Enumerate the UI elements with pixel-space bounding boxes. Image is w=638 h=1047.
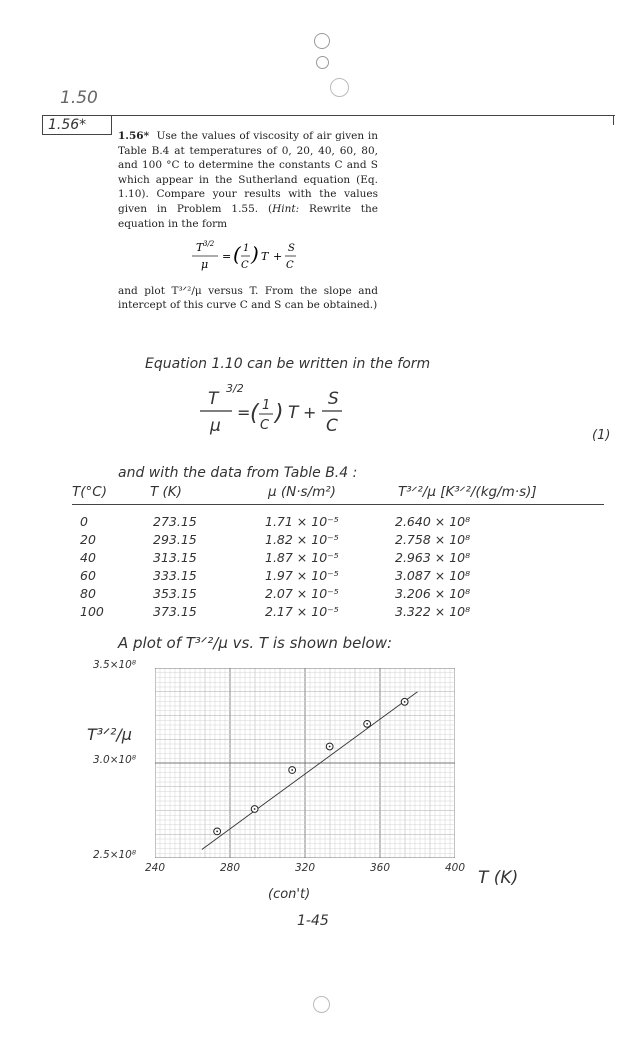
svg-text:(: (: [250, 401, 259, 426]
svg-text:=: =: [237, 403, 251, 422]
x-tick-label: 280: [220, 862, 241, 874]
continued-label: (con't): [268, 887, 311, 902]
table-cell: 353.15: [153, 586, 197, 601]
table-cell: 293.15: [153, 532, 197, 547]
table-header-ratio: T³ᐟ²/μ [K³ᐟ²/(kg/m·s)]: [398, 484, 537, 500]
page-number: 1-45: [297, 913, 329, 929]
plot-caption: A plot of T³ᐟ²/μ vs. T is shown below:: [118, 634, 393, 652]
binder-hole-2: [316, 56, 329, 69]
frame-right-edge: [613, 115, 614, 125]
table-cell: 1.82 × 10⁻⁵: [265, 532, 339, 547]
table-cell: 2.17 × 10⁻⁵: [265, 604, 339, 619]
table-cell: 1.71 × 10⁻⁵: [265, 514, 339, 529]
data-point-center: [216, 831, 218, 833]
y-tick-label: 2.5×10⁸: [93, 849, 137, 861]
binder-hole-4: [313, 996, 330, 1013]
svg-text:1: 1: [243, 243, 250, 255]
table-cell: 1.97 × 10⁻⁵: [265, 568, 339, 583]
svg-text:=: =: [222, 250, 232, 264]
table-cell: 3.206 × 10⁸: [395, 586, 471, 601]
table-cell: 2.758 × 10⁸: [395, 532, 471, 547]
table-header-tc: T(°C): [72, 484, 107, 500]
problem-statement: [118, 129, 378, 313]
svg-text:): ): [251, 242, 259, 267]
svg-text:1: 1: [262, 398, 271, 413]
svg-text:C: C: [286, 260, 294, 272]
problem-number: 1.56*: [118, 130, 150, 142]
svg-text:T: T: [196, 241, 204, 255]
table-cell: 273.15: [153, 514, 197, 529]
data-point-center: [291, 769, 293, 771]
table-cell: 1.87 × 10⁻⁵: [265, 550, 339, 565]
x-tick-label: 360: [370, 862, 391, 874]
data-point-center: [254, 808, 256, 810]
y-axis-label: T³ᐟ²/μ: [87, 725, 132, 744]
svg-text:3/2: 3/2: [226, 382, 244, 395]
x-tick-label: 320: [295, 862, 316, 874]
table-cell: 100: [80, 604, 104, 619]
problem-text-1: Use the values of viscosity of air given in Table B.4 at temperatures of 0, 20, 40, 60, 80, and 100 °C to determine the constants C and S which appear in the Sutherland equation (Eq. 1.10). Compare your results with the values given in Problem 1.55. (: [118, 130, 378, 215]
data-point-center: [329, 746, 331, 748]
table-cell: 3.322 × 10⁸: [395, 604, 471, 619]
frame-line: [42, 115, 615, 120]
table-cell: 60: [80, 568, 96, 583]
table-header-mu: μ (N·s/m²): [268, 484, 336, 500]
svg-text:T: T: [288, 403, 299, 423]
svg-text:S: S: [328, 389, 339, 409]
svg-text:T: T: [208, 389, 219, 409]
table-rule: [72, 504, 604, 505]
y-tick-label: 3.5×10⁸: [93, 659, 137, 671]
svg-text:S: S: [288, 243, 295, 255]
table-cell: 20: [80, 532, 96, 547]
data-points: [214, 698, 408, 834]
problem-text-3: and plot T³ᐟ²/μ versus T. From the slope and intercept of this curve C and S can be obtained.): [118, 284, 378, 312]
table-cell: 373.15: [153, 604, 197, 619]
y-tick-label: 3.0×10⁸: [93, 754, 137, 766]
svg-text:C: C: [326, 416, 338, 436]
data-point-center: [366, 723, 368, 725]
svg-text:+: +: [303, 403, 317, 422]
binder-hole-3: [330, 78, 349, 97]
top-problem-number: 1.50: [60, 88, 98, 108]
svg-text:+: +: [273, 250, 283, 264]
table-header-tk: T (K): [150, 484, 182, 500]
table-cell: 2.07 × 10⁻⁵: [265, 586, 339, 601]
data-point-center: [404, 701, 406, 703]
solution-line-2: and with the data from Table B.4 :: [118, 465, 358, 481]
table-cell: 333.15: [153, 568, 197, 583]
problem-equation: [118, 237, 378, 280]
binder-hole-1: [314, 33, 330, 49]
table-cell: 0: [80, 514, 88, 529]
solution-line-1: Equation 1.10 can be written in the form: [145, 356, 431, 372]
problem-box-label: 1.56*: [42, 115, 112, 135]
svg-text:C: C: [241, 260, 249, 272]
table-cell: 2.963 × 10⁸: [395, 550, 471, 565]
solution-equation: [190, 378, 390, 436]
problem-text-2: Rewrite the equation in the form: [118, 202, 378, 230]
x-tick-label: 240: [145, 862, 166, 874]
svg-text:): ): [275, 401, 284, 426]
equation-number: (1): [592, 428, 611, 443]
svg-text:μ: μ: [201, 258, 209, 272]
svg-text:3/2: 3/2: [203, 240, 215, 249]
table-cell: 3.087 × 10⁸: [395, 568, 471, 583]
equation-graphic: [188, 237, 308, 275]
x-tick-label: 400: [445, 862, 466, 874]
svg-text:(: (: [233, 242, 241, 267]
plot-area: [155, 668, 455, 858]
svg-text:T: T: [261, 250, 269, 264]
svg-text:C: C: [260, 418, 270, 433]
table-cell: 40: [80, 550, 96, 565]
plot-grid: [155, 668, 455, 858]
x-axis-label: T (K): [478, 868, 519, 888]
hint-label: Hint:: [272, 202, 300, 215]
table-cell: 80: [80, 586, 96, 601]
table-cell: 313.15: [153, 550, 197, 565]
svg-text:μ: μ: [210, 416, 221, 436]
table-cell: 2.640 × 10⁸: [395, 514, 471, 529]
